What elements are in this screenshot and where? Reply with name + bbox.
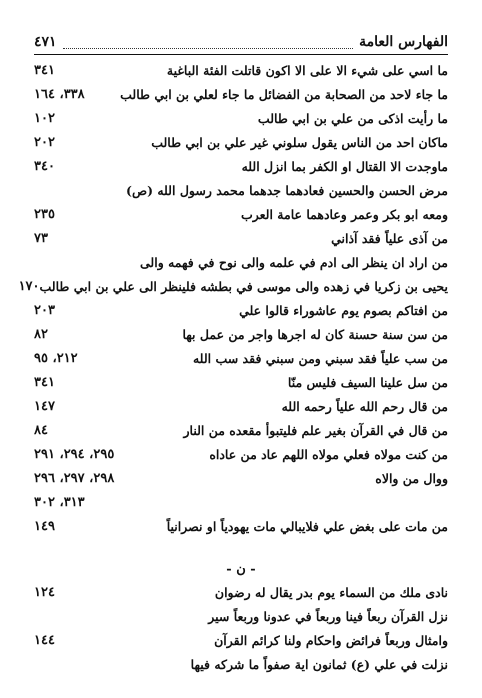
entry-pages: ٣٣٨، ١٦٤	[34, 86, 85, 102]
section-heading: - ن -	[226, 562, 256, 577]
entry-pages: ٢٩٨، ٢٩٧، ٢٩٦	[34, 470, 115, 486]
index-entry	[34, 250, 448, 274]
entry-text: من اراد ان ينظر الى ادم في علمه والى نوح في فهمه والى	[140, 254, 448, 270]
page-header	[34, 30, 448, 54]
index-entry	[34, 490, 448, 514]
entry-pages: ٣١٣، ٣٠٢	[34, 494, 85, 510]
entry-pages: ٢٠٣	[34, 302, 55, 318]
entry-pages: ٢٩٥، ٢٩٤، ٢٩١	[34, 446, 115, 462]
entry-pages: ٣٤١	[34, 62, 55, 78]
index-entry	[34, 418, 448, 442]
entry-text: من كنت مولاه فعلي مولاه اللهم عاد من عاداه	[209, 446, 448, 462]
entry-pages: ١٧٠	[18, 278, 40, 294]
entry-text: من مات على بغض علي فلايبالي مات يهودياً او نصرانياً	[166, 518, 448, 534]
index-entry	[34, 178, 448, 202]
index-entry	[34, 346, 448, 370]
index-entry	[34, 226, 448, 250]
entry-text: من سن سنة حسنة كان له اجرها واجر من عمل بها	[182, 326, 448, 342]
entry-pages: ٧٣	[34, 230, 48, 246]
entry-text: ماوجدت الا القتال او الكفر بما انزل الله	[241, 158, 448, 174]
entry-text: من قال رحم الله علياً رحمه الله	[281, 398, 448, 414]
header-divider	[34, 54, 448, 55]
entry-pages: ١٤٤	[34, 632, 55, 648]
header-leader-dots	[63, 48, 354, 49]
index-entry	[34, 58, 448, 82]
entry-pages: ١٠٢	[34, 110, 55, 126]
entry-text: من قال في القرآن بغير علم فليتبوأ مقعده من النار	[183, 422, 448, 438]
index-entry	[34, 322, 448, 346]
index-entry	[34, 514, 448, 538]
page-number: ٤٧١	[34, 34, 57, 50]
entry-text: ما جاء لاحد من الصحابة من الفضائل ما جاء لعلي بن ابي طالب	[120, 86, 448, 102]
entry-text: من سب علياً فقد سبني ومن سبني فقد سب الله	[192, 350, 448, 366]
entry-text: نزلت في علي (ع) ثمانون اية صفواً ما شركه فيها	[190, 656, 448, 672]
entry-pages: ١٤٧	[34, 398, 55, 414]
entry-text: نزل القرآن ربعاً فينا وربعاً في عدونا وربعاً سير	[208, 608, 448, 624]
index-entry	[34, 82, 448, 106]
entry-pages: ٨٢	[34, 326, 48, 342]
entry-pages: ٣٤١	[34, 374, 55, 390]
entry-pages: ١٢٤	[34, 584, 55, 600]
index-entries	[18, 58, 448, 538]
entry-text: ما رأيت اذكى من علي بن ابي طالب	[257, 110, 448, 126]
index-entry	[34, 370, 448, 394]
entry-text: من سل علينا السيف فليس منّا	[287, 374, 448, 390]
index-entry	[34, 154, 448, 178]
entry-text: يحيى بن زكريا في زهده والى موسى في بطشه فلينظر الى علي بن ابي طالب	[39, 278, 448, 294]
index-entries-nun	[34, 580, 448, 676]
entry-text: ماكان احد من الناس يقول سلوني غير علي بن ابي طالب	[151, 134, 448, 150]
entry-pages: ١٤٩	[34, 518, 55, 534]
index-entry	[34, 652, 448, 676]
entry-pages: ٣٤٠	[34, 158, 55, 174]
index-entry	[34, 106, 448, 130]
entry-pages: ٢٠٢	[34, 134, 55, 150]
entry-text: ووال من والاه	[375, 470, 448, 486]
entry-text: نادى ملك من السماء يوم بدر يقال له رضوان	[214, 584, 448, 600]
index-entry	[18, 274, 448, 298]
index-entry	[34, 298, 448, 322]
entry-pages: ٨٤	[34, 422, 48, 438]
entry-pages: ٢٣٥	[34, 206, 55, 222]
index-entry	[34, 130, 448, 154]
index-entry	[34, 580, 448, 604]
index-entry	[34, 394, 448, 418]
header-title: الفهارس العامة	[359, 34, 448, 50]
entry-text: وامثال وربعاً فرائض واحكام ولنا كرائم القرآن	[214, 632, 448, 648]
entry-text: من افتاكم بصوم يوم عاشوراء قالوا علي	[239, 302, 448, 318]
entry-pages: ٢١٢، ٩٥	[34, 350, 78, 366]
index-entry	[34, 442, 448, 466]
entry-text: ما اسي على شيء الا على الا اكون قاتلت الفئة الباغية	[166, 62, 448, 78]
index-entry	[34, 604, 448, 628]
index-entry	[34, 466, 448, 490]
entry-text: ومعه ابو بكر وعمر وعادهما عامة العرب	[240, 206, 448, 222]
entry-text: مرض الحسن والحسين فعادهما جدهما محمد رسول الله (ص)	[126, 182, 448, 198]
index-entry	[34, 202, 448, 226]
entry-text: من آذى علياً فقد آذاني	[331, 230, 448, 246]
index-entry	[34, 628, 448, 652]
